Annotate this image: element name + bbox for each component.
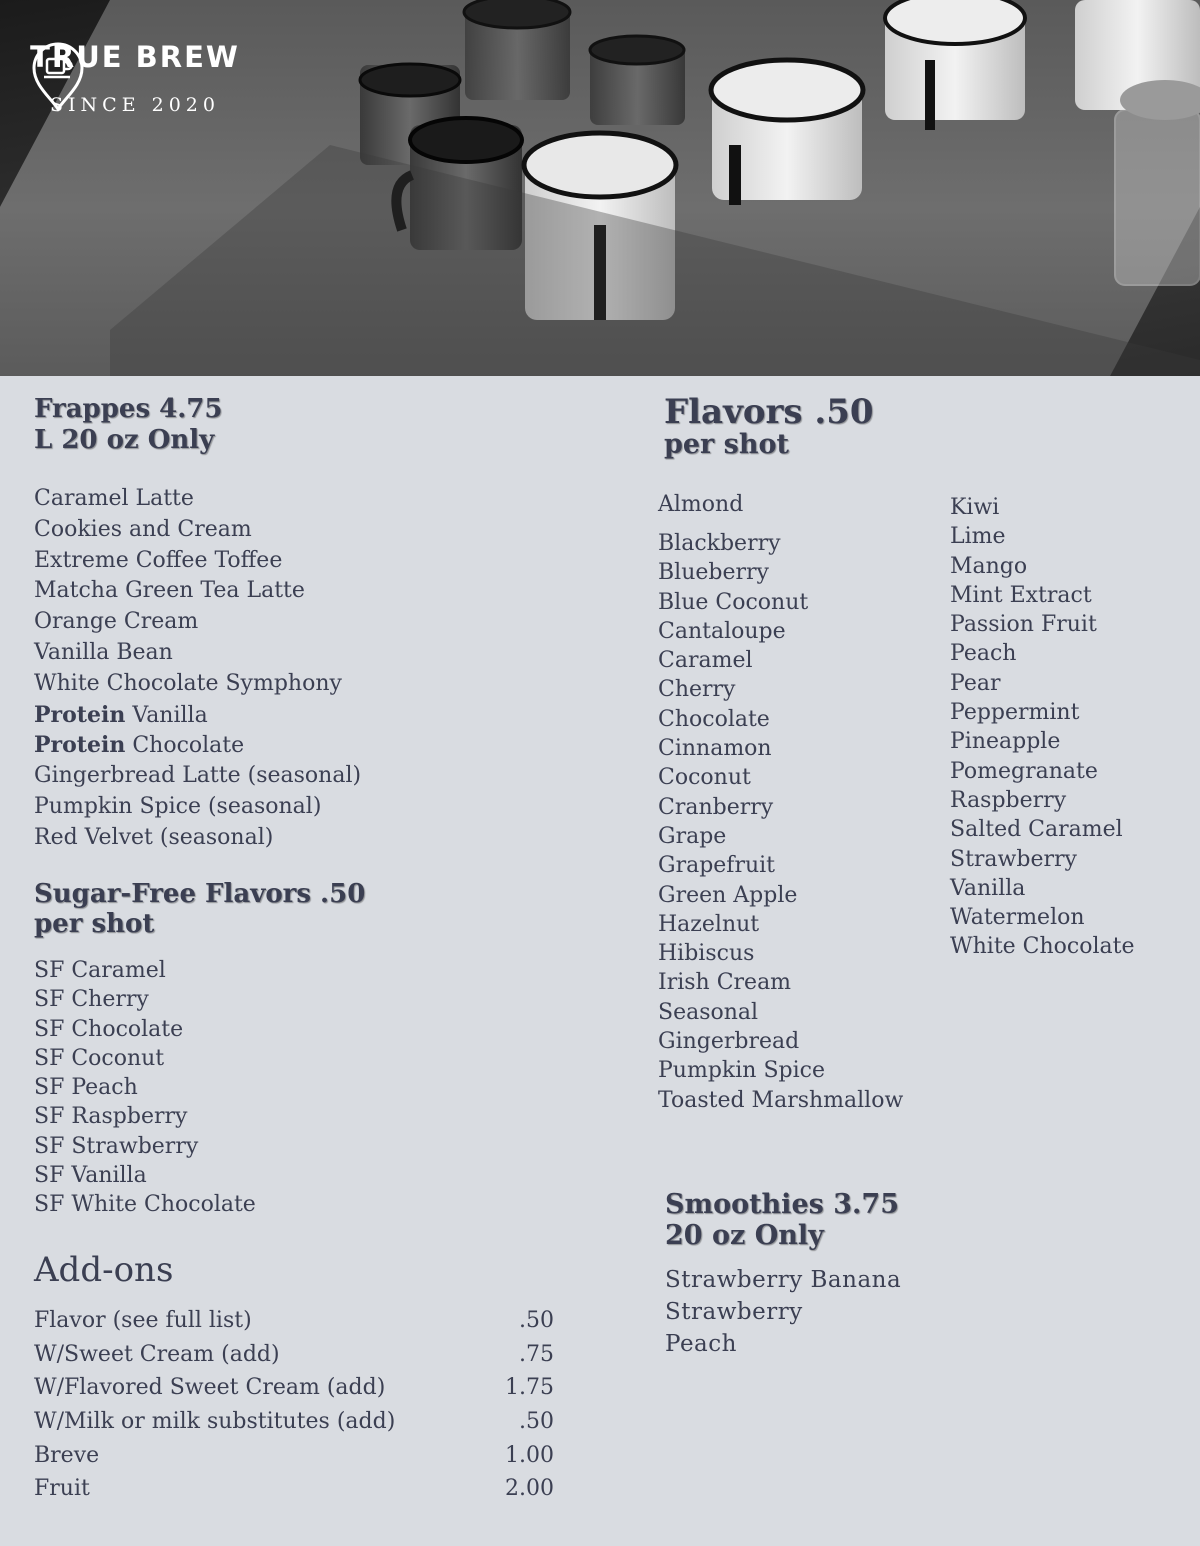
flavor-item: Hazelnut [658, 911, 760, 937]
frappes-heading [34, 394, 222, 456]
flavors-column-2 [950, 493, 1135, 962]
flavor-item: Vanilla [950, 875, 1026, 901]
addon-row [34, 1371, 554, 1405]
addons-title: Add-ons [34, 1250, 174, 1290]
flavor-item: Peach [950, 641, 1017, 667]
frappe-item [34, 823, 361, 854]
frappe-item [34, 515, 361, 546]
frappe-item [34, 761, 361, 792]
flavor-item: Almond [658, 492, 744, 517]
addon-name: W/Milk or milk substitutes (add) [34, 1409, 396, 1435]
addon-name: W/Flavored Sweet Cream (add) [34, 1375, 386, 1401]
frappe-item [34, 484, 361, 515]
frappes-subtitle: L 20 oz Only [34, 425, 215, 455]
frappe-item-label: Cookies and Cream [34, 516, 252, 542]
addon-row [34, 1405, 554, 1439]
sugar-free-item: SF Strawberry [34, 1133, 199, 1159]
flavor-item: Pomegranate [950, 758, 1098, 784]
addon-name: W/Sweet Cream (add) [34, 1341, 280, 1367]
addon-price: 1.75 [505, 1375, 554, 1401]
flavor-item: Cherry [658, 677, 736, 703]
smoothies-subtitle: 20 oz Only [665, 1220, 824, 1251]
frappe-item-label: Caramel Latte [34, 486, 194, 511]
addon-price: 1.00 [505, 1442, 554, 1468]
frappe-item-label: Pumpkin Spice (seasonal) [34, 793, 322, 819]
addon-row [34, 1338, 554, 1372]
flavor-item: Pineapple [950, 729, 1061, 755]
flavors-heading [664, 394, 874, 460]
sugar-free-subtitle: per shot [34, 909, 155, 939]
flavor-item: Strawberry [950, 846, 1077, 872]
sugar-free-title: Sugar-Free Flavors .50 [34, 879, 366, 909]
frappe-item [34, 546, 361, 577]
flavor-item: Irish Cream [658, 970, 792, 996]
sugar-free-item: SF Coconut [34, 1045, 165, 1071]
flavor-item: Caramel [658, 648, 753, 674]
frappe-item-label: Matcha Green Tea Latte [34, 578, 305, 604]
flavor-item: Cranberry [658, 794, 774, 820]
addon-price: .75 [519, 1341, 554, 1367]
addon-name: Breve [34, 1442, 100, 1468]
sugar-free-item: SF Caramel [34, 958, 166, 983]
addon-row [34, 1438, 554, 1472]
flavor-item: Mango [950, 553, 1028, 579]
flavor-item: Pumpkin Spice [658, 1058, 825, 1084]
addon-price: .50 [519, 1409, 554, 1435]
frappe-item-label: Chocolate [125, 733, 245, 759]
frappes-title: Frappes 4.75 [34, 394, 223, 424]
addon-row [34, 1472, 554, 1506]
frappe-item [34, 638, 361, 669]
addon-name: Flavor (see full list) [34, 1308, 252, 1334]
flavor-item: Blackberry [658, 531, 781, 556]
frappe-item [34, 669, 361, 700]
flavor-item: Watermelon [950, 905, 1085, 931]
brand-since: SINCE 2020 [50, 94, 220, 116]
frappes-list [34, 484, 361, 854]
frappe-item [34, 792, 361, 823]
brand-logo [30, 40, 240, 116]
flavor-item: Coconut [658, 765, 751, 791]
smoothies-heading [665, 1189, 899, 1251]
flavor-item: Seasonal [658, 999, 759, 1025]
frappe-item-label: Extreme Coffee Toffee [34, 547, 283, 573]
frappe-item [34, 700, 361, 731]
sugar-free-list [34, 956, 256, 1220]
flavor-item: Green Apple [658, 882, 798, 908]
flavor-item: Salted Caramel [950, 817, 1123, 843]
addons-table [34, 1304, 554, 1506]
flavor-item: Lime [950, 524, 1006, 550]
frappe-item-bold-prefix: Protein [34, 732, 126, 759]
addon-price: 2.00 [505, 1476, 554, 1502]
flavor-item: Pear [950, 670, 1001, 696]
flavor-item: Gingerbread [658, 1029, 800, 1055]
header-photo [0, 0, 1200, 376]
frappe-item-label: Orange Cream [34, 609, 199, 635]
flavor-item: Cinnamon [658, 736, 772, 762]
frappe-item-label: Vanilla Bean [34, 639, 173, 665]
flavor-item: Grapefruit [658, 853, 776, 879]
frappe-item-label: Red Velvet (seasonal) [34, 824, 274, 850]
frappe-item-label: Gingerbread Latte (seasonal) [34, 763, 362, 789]
sugar-free-item: SF Peach [34, 1075, 138, 1101]
addon-name: Fruit [34, 1476, 90, 1502]
flavor-item: Chocolate [658, 706, 770, 732]
flavor-item: Grape [658, 823, 727, 849]
sugar-free-item: SF Cherry [34, 987, 149, 1013]
flavor-item: Cantaloupe [658, 618, 786, 644]
smoothie-item: Peach [665, 1331, 737, 1357]
frappe-item [34, 607, 361, 638]
smoothie-item: Strawberry [665, 1299, 803, 1325]
frappe-item-label: White Chocolate Symphony [34, 670, 342, 696]
smoothies-list [665, 1264, 901, 1360]
frappe-item [34, 730, 361, 761]
sugar-free-item: SF Vanilla [34, 1163, 147, 1189]
frappe-item-bold-prefix: Protein [34, 701, 126, 728]
flavor-item: Passion Fruit [950, 612, 1097, 638]
sugar-free-item: SF White Chocolate [34, 1192, 256, 1218]
frappe-item [34, 576, 361, 607]
flavors-column-1 [658, 493, 903, 1115]
flavors-subtitle: per shot [664, 429, 789, 460]
coffee-cup-location-pin-icon [30, 40, 86, 112]
flavor-item: Kiwi [950, 495, 1000, 520]
addon-price: .50 [519, 1308, 554, 1334]
smoothies-title: Smoothies 3.75 [665, 1189, 899, 1220]
sugar-free-item: SF Chocolate [34, 1016, 184, 1042]
sugar-free-item: SF Raspberry [34, 1104, 188, 1130]
frappe-item-label: Vanilla [125, 702, 208, 728]
addon-row [34, 1304, 554, 1338]
brand-name: TRUE BREW [30, 40, 240, 74]
flavors-title: Flavors .50 [664, 392, 874, 432]
sugar-free-heading [34, 879, 365, 939]
flavor-item: Peppermint [950, 700, 1080, 726]
flavor-item: Blue Coconut [658, 589, 809, 615]
flavor-item: Raspberry [950, 787, 1067, 813]
flavor-item: Mint Extract [950, 582, 1092, 608]
smoothie-item: Strawberry Banana [665, 1267, 902, 1293]
flavor-item: White Chocolate [950, 934, 1135, 960]
flavor-item: Blueberry [658, 560, 769, 586]
flavor-item: Hibiscus [658, 941, 755, 967]
flavor-item: Toasted Marshmallow [658, 1087, 904, 1113]
